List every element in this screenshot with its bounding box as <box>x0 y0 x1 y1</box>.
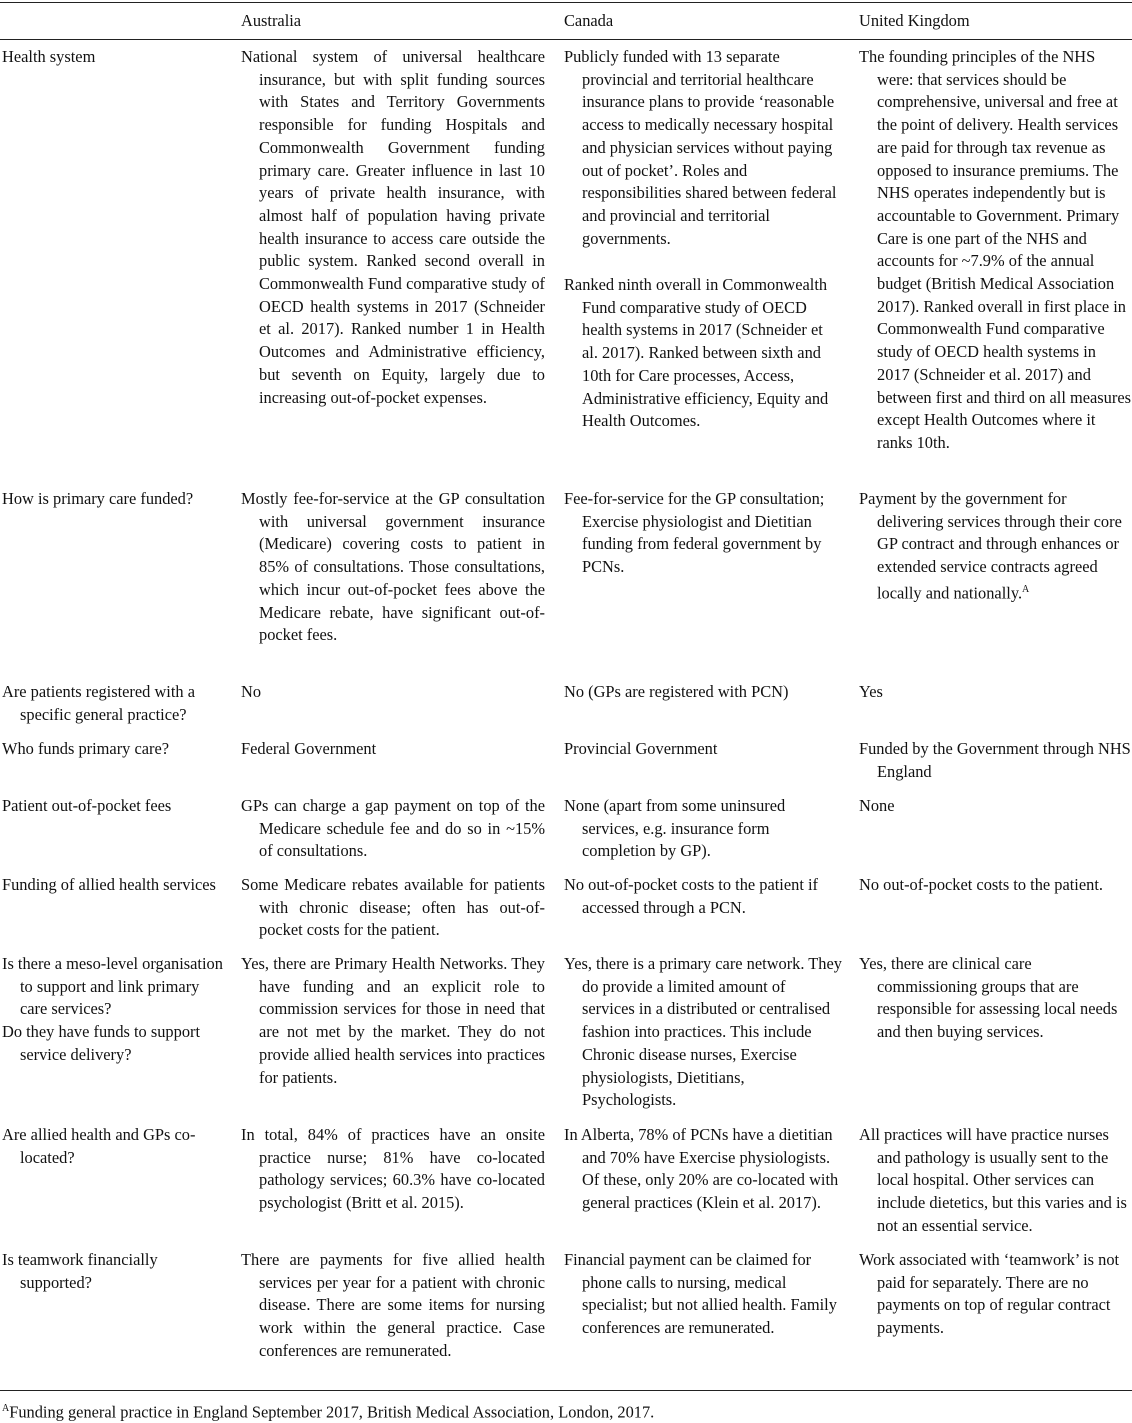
cell-australia-teamwork: There are payments for five allied health services per year for a patient with chronic disease. There are some items for nursing work within the general practice. Case conferences are remunerated. <box>241 1250 545 1360</box>
cell-australia-co-located: In total, 84% of practices have an onsite practice nurse; 81% have co-located pathology services; 60.3% have co-located psychologist (Britt et al. 2015). <box>241 1125 545 1213</box>
footnote-marker: A <box>1022 583 1030 595</box>
cell-uk-primary-care-funding <box>859 488 1132 605</box>
header-bottom-rule <box>0 39 1132 40</box>
cell-uk-co-located: All practices will have practice nurses and pathology is usually sent to the local hospital. Other services can include dietetics, but this varies and is not an essential service. <box>859 1125 1127 1235</box>
row-label-meso-level-funds: Do they have funds to support service delivery? <box>2 1022 201 1064</box>
column-header-united-kingdom: United Kingdom <box>859 11 970 30</box>
row-label-health-system: Health system <box>2 47 96 66</box>
cell-canada-out-of-pocket-fees: None (apart from some uninsured services, e.g. insurance form completion by GP). <box>564 796 786 861</box>
cell-uk-who-funds: Funded by the Government through NHS England <box>859 739 1131 781</box>
cell-canada-health-system: Publicly funded with 13 separate provincial and territorial healthcare insurance plans to provide ‘reasonable access to medically necessary hospital and physician services without paying out of pocket’. Roles and responsibilities shared between federal and provincial and territorial governments. <box>564 47 837 248</box>
cell-uk-allied-health-funding: No out-of-pocket costs to the patient. <box>859 875 1103 894</box>
table-footnote <box>2 1398 654 1423</box>
row-label-who-funds: Who funds primary care? <box>2 739 170 758</box>
table-top-rule <box>0 2 1132 3</box>
row-label-patient-registration: Are patients registered with a specific general practice? <box>2 682 195 724</box>
cell-australia-meso-level: Yes, there are Primary Health Networks. They have funding and an explicit role to commission services for those in need that are not met by the market. They do not provide allied health services into practices for patients. <box>241 954 545 1087</box>
cell-canada-allied-health-funding: No out-of-pocket costs to the patient if accessed through a PCN. <box>564 875 818 917</box>
column-header-australia: Australia <box>241 11 302 30</box>
footnote-text: Funding general practice in England September 2017, British Medical Association, London, 2017. <box>9 1402 655 1422</box>
row-label-primary-care-funding: How is primary care funded? <box>2 489 194 508</box>
cell-uk-health-system: The founding principles of the NHS were: that services should be comprehensive, universal and free at the point of delivery. Health services are paid for through tax revenue as opposed to insurance premiums. The NHS operates independently but is accountable to Government. Primary Care is one part of the NHS and accounts for ~7.9% of the annual budget (British Medical Association 2017). Ranked overall in first place in Commonwealth Fund comparative study of OECD health systems in 2017 (Schneider et al. 2017) and between first and third on all measures except Health Outcomes where it ranks 10th. <box>859 47 1131 452</box>
cell-canada-health-system-ranking: Ranked ninth overall in Commonwealth Fund comparative study of OECD health systems in 2017 (Schneider et al. 2017). Ranked between sixth and 10th for Care processes, Access, Administrative efficiency, Equity and Health Outcomes. <box>564 275 829 431</box>
cell-uk-patient-registration: Yes <box>859 682 883 701</box>
cell-uk-teamwork: Work associated with ‘teamwork’ is not paid for separately. There are no payments on top of regular contract payments. <box>859 1250 1120 1338</box>
cell-canada-who-funds: Provincial Government <box>564 739 718 758</box>
footnote-label: A <box>2 1403 10 1414</box>
cell-uk-out-of-pocket-fees: None <box>859 796 895 815</box>
cell-canada-teamwork: Financial payment can be claimed for phone calls to nursing, medical specialist; but not allied health. Family conferences are remunerated. <box>564 1250 837 1338</box>
cell-australia-health-system: National system of universal healthcare insurance, but with split funding sources with States and Territory Governments responsible for funding Hospitals and Commonwealth Government funding primary care. Greater influence in last 10 years of private health insurance, with almost half of population having private health insurance to access care outside the public system. Ranked second overall in Commonwealth Fund comparative study of OECD health systems in 2017 (Schneider et al. 2017). Ranked number 1 in Health Outcomes and Administrative efficiency, but seventh on Equity, largely due to increasing out-of-pocket expenses. <box>241 47 545 407</box>
cell-canada-patient-registration: No (GPs are registered with PCN) <box>564 682 789 701</box>
cell-uk-primary-care-funding-text: Payment by the government for delivering services through their core GP contract and through enhances or extended service contracts agreed locally and nationally. <box>859 489 1122 603</box>
cell-australia-out-of-pocket-fees: GPs can charge a gap payment on top of the Medicare schedule fee and do so in ~15% of consultations. <box>241 796 545 861</box>
row-label-out-of-pocket-fees: Patient out-of-pocket fees <box>2 796 172 815</box>
cell-australia-primary-care-funding: Mostly fee-for-service at the GP consultation with universal government insurance (Medicare) covering costs to patient in 85% of consultations. Those consultations, which incur out-of-pocket fees above the Medicare rebate, have significant out-of-pocket fees. <box>241 489 545 645</box>
row-label-allied-health-funding: Funding of allied health services <box>2 875 216 894</box>
column-header-canada: Canada <box>564 11 614 30</box>
cell-canada-meso-level: Yes, there is a primary care network. They do provide a limited amount of services in a distributed or centralised fashion into practices. This include Chronic disease nurses, Exercise physiologists, Dietitians, Psychologists. <box>564 954 842 1110</box>
table-bottom-rule <box>0 1390 1132 1391</box>
cell-canada-primary-care-funding: Fee-for-service for the GP consultation; Exercise physiologist and Dietitian funding from federal government by PCNs. <box>564 489 825 577</box>
cell-australia-patient-registration: No <box>241 682 262 701</box>
cell-canada-co-located: In Alberta, 78% of PCNs have a dietitian and 70% have Exercise physiologists. Of these, only 20% are co-located with general practices (Klein et al. 2017). <box>564 1125 839 1213</box>
cell-uk-meso-level: Yes, there are clinical care commissioning groups that are responsible for assessing local needs and then buying services. <box>859 954 1118 1042</box>
row-label-meso-level-organisation: Is there a meso-level organisation to support and link primary care services? <box>2 954 223 1019</box>
cell-australia-allied-health-funding: Some Medicare rebates available for patients with chronic disease; often has out-of-pocket costs for the patient. <box>241 875 545 940</box>
row-label-co-located: Are allied health and GPs co-located? <box>2 1125 196 1167</box>
row-label-teamwork: Is teamwork financially supported? <box>2 1250 158 1292</box>
cell-australia-who-funds: Federal Government <box>241 739 377 758</box>
